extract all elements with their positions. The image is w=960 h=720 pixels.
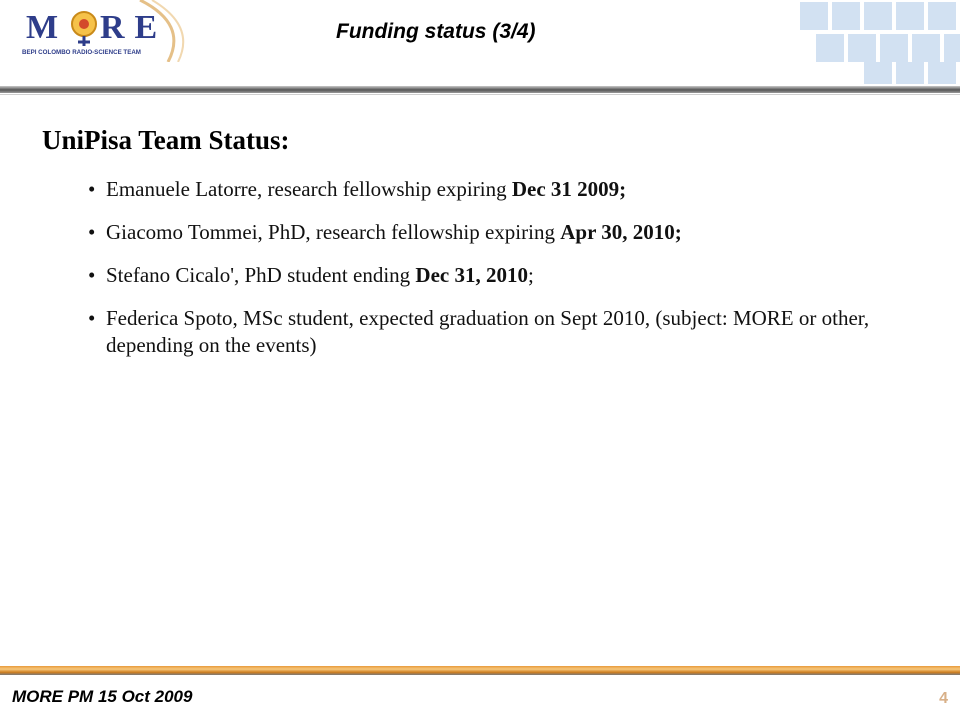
bullet-icon: • [88, 306, 96, 330]
svg-text:RE: RE [100, 9, 168, 46]
item-date: Dec 31, 2010 [415, 263, 528, 287]
footer-text: MORE PM 15 Oct 2009 [12, 687, 193, 706]
decorative-squares [792, 0, 960, 90]
slide-title: Funding status (3/4) [336, 20, 536, 43]
item-date: Apr 30, 2010; [560, 220, 682, 244]
header-divider-line [0, 94, 960, 95]
logo-subtitle: BEPI COLOMBO RADIO-SCIENCE TEAM [22, 49, 141, 56]
list-item [88, 219, 888, 246]
page-number: 4 [939, 690, 948, 707]
header-divider [0, 86, 960, 93]
bullet-icon: • [88, 177, 96, 201]
list-item [88, 262, 888, 289]
item-text: Federica Spoto, MSc student, expected graduation on Sept 2010, (subject: MORE or other, depending on the events) [106, 306, 870, 357]
footer-divider [0, 666, 960, 675]
more-logo [20, 0, 220, 62]
item-text: Emanuele Latorre, research fellowship expiring [106, 177, 512, 201]
item-text: Stefano Cicalo', PhD student ending [106, 263, 416, 287]
item-suffix: ; [527, 263, 534, 287]
item-text: Giacomo Tommei, PhD, research fellowship expiring [106, 220, 561, 244]
status-list [88, 176, 888, 375]
list-item [88, 305, 888, 359]
list-item [88, 176, 888, 203]
bullet-icon: • [88, 220, 96, 244]
bullet-icon: • [88, 263, 96, 287]
item-date: Dec 31 2009; [511, 177, 627, 201]
logo-text: M [26, 9, 69, 46]
section-heading: UniPisa Team Status: [42, 125, 290, 155]
